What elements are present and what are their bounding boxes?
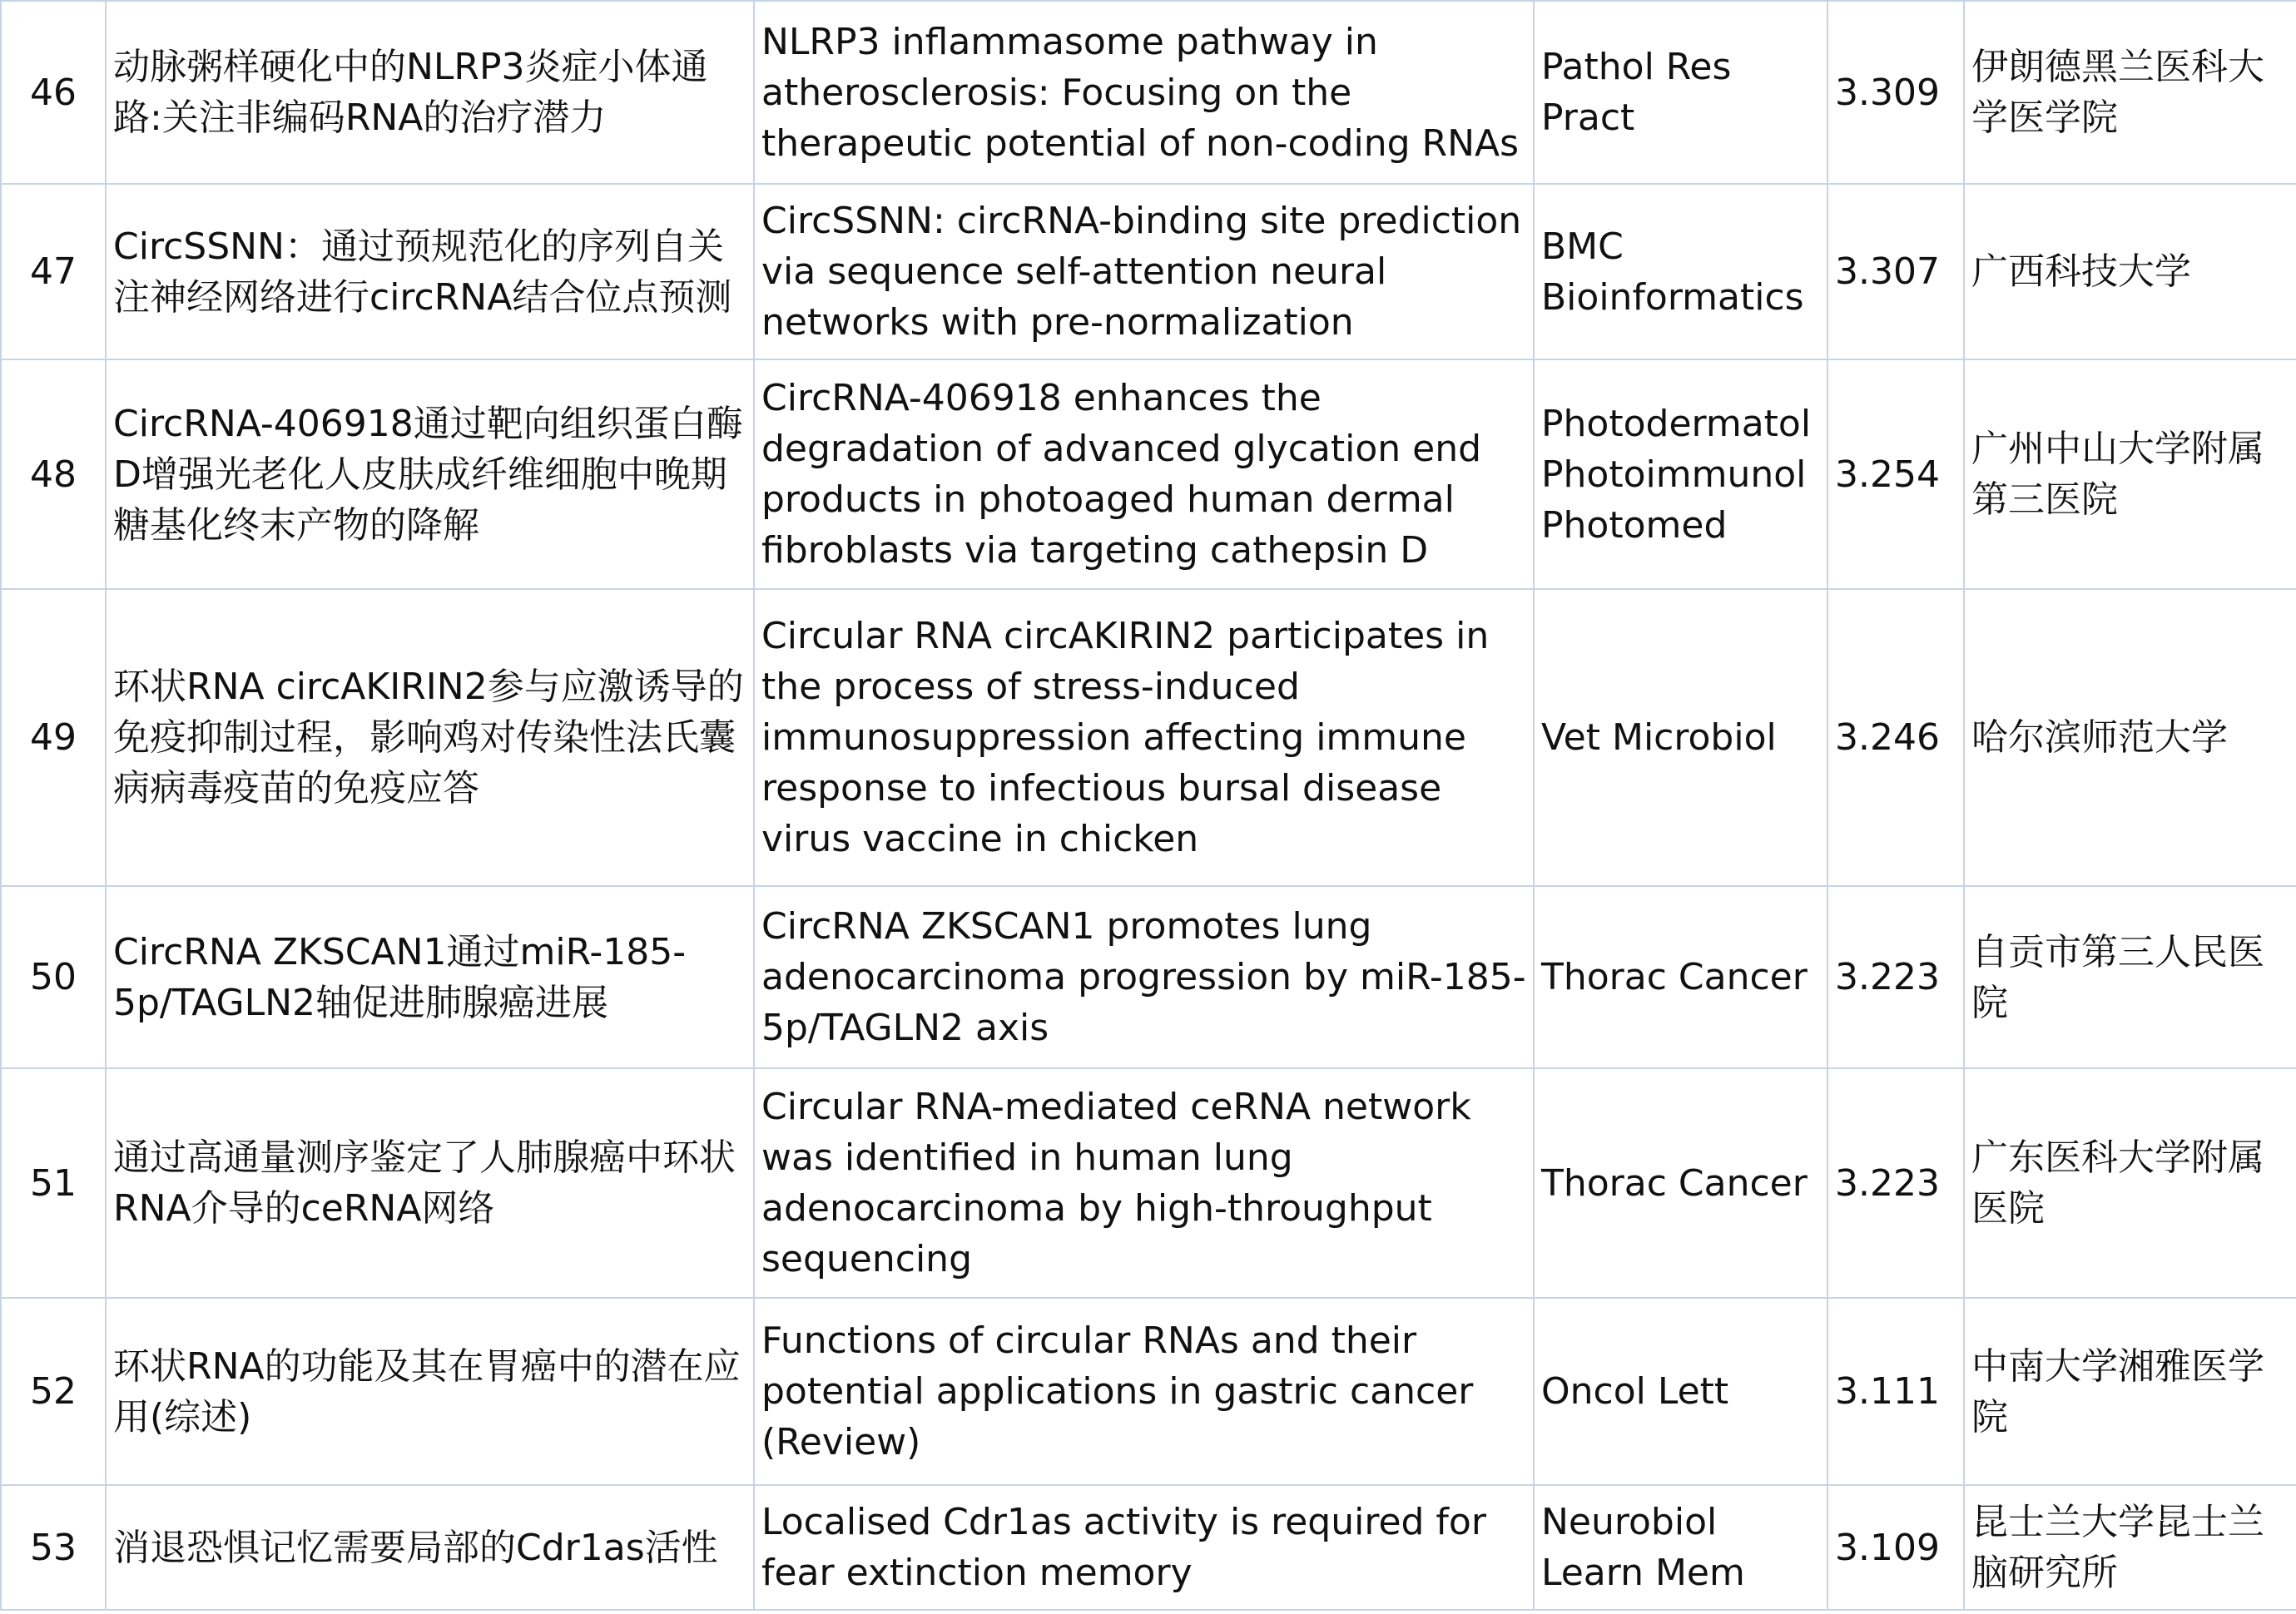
title-chinese: 环状RNA的功能及其在胃癌中的潜在应用(综述) (106, 1298, 754, 1485)
title-chinese: 环状RNA circAKIRIN2参与应激诱导的免疫抑制过程，影响鸡对传染性法氏囊病病毒疫苗的免疫应答 (106, 589, 754, 886)
table-row (1, 886, 2296, 1068)
impact-factor: 3.254 (1827, 359, 1964, 589)
institution: 昆士兰大学昆士兰脑研究所 (1964, 1485, 2296, 1610)
table-row (1, 1485, 2296, 1610)
journal: Vet Microbiol (1534, 589, 1827, 886)
title-chinese: CircSSNN：通过预规范化的序列自关注神经网络进行circRNA结合位点预测 (106, 184, 754, 359)
row-number: 51 (1, 1068, 106, 1298)
title-english: Localised Cdr1as activity is required for fear extinction memory (754, 1485, 1534, 1610)
title-english: CircRNA ZKSCAN1 promotes lung adenocarcinoma progression by miR-185-5p/TAGLN2 axis (754, 886, 1534, 1068)
title-chinese: 动脉粥样硬化中的NLRP3炎症小体通路:关注非编码RNA的治疗潜力 (106, 1, 754, 184)
institution: 自贡市第三人民医院 (1964, 886, 2296, 1068)
journal: Oncol Lett (1534, 1298, 1827, 1485)
journal: BMC Bioinformatics (1534, 184, 1827, 359)
row-number: 53 (1, 1485, 106, 1610)
table-row (1, 359, 2296, 589)
impact-factor: 3.246 (1827, 589, 1964, 886)
institution: 广东医科大学附属医院 (1964, 1068, 2296, 1298)
title-chinese: CircRNA ZKSCAN1通过miR-185-5p/TAGLN2轴促进肺腺癌进展 (106, 886, 754, 1068)
row-number: 48 (1, 359, 106, 589)
table-row (1, 184, 2296, 359)
row-number: 52 (1, 1298, 106, 1485)
institution: 中南大学湘雅医学院 (1964, 1298, 2296, 1485)
row-number: 47 (1, 184, 106, 359)
table-row (1, 1068, 2296, 1298)
impact-factor: 3.309 (1827, 1, 1964, 184)
title-english: Functions of circular RNAs and their potential applications in gastric cancer (Review) (754, 1298, 1534, 1485)
impact-factor: 3.307 (1827, 184, 1964, 359)
impact-factor: 3.111 (1827, 1298, 1964, 1485)
table-row (1, 589, 2296, 886)
institution: 广西科技大学 (1964, 184, 2296, 359)
title-chinese: 消退恐惧记忆需要局部的Cdr1as活性 (106, 1485, 754, 1610)
journal: Photodermatol Photoimmunol Photomed (1534, 359, 1827, 589)
row-number: 50 (1, 886, 106, 1068)
journal: Thorac Cancer (1534, 1068, 1827, 1298)
title-english: Circular RNA circAKIRIN2 participates in the process of stress-induced immunosuppression affecting immune response to infectious bursal disease virus vaccine in chicken (754, 589, 1534, 886)
institution: 哈尔滨师范大学 (1964, 589, 2296, 886)
table-row (1, 1298, 2296, 1485)
institution: 广州中山大学附属第三医院 (1964, 359, 2296, 589)
table-row (1, 1, 2296, 184)
institution: 伊朗德黑兰医科大学医学院 (1964, 1, 2296, 184)
title-english: NLRP3 inflammasome pathway in atherosclerosis: Focusing on the therapeutic potential of non-coding RNAs (754, 1, 1534, 184)
impact-factor: 3.223 (1827, 886, 1964, 1068)
impact-factor: 3.109 (1827, 1485, 1964, 1610)
row-number: 46 (1, 1, 106, 184)
impact-factor: 3.223 (1827, 1068, 1964, 1298)
title-english: CircSSNN: circRNA-binding site prediction via sequence self-attention neural networks with pre-normalization (754, 184, 1534, 359)
journal: Neurobiol Learn Mem (1534, 1485, 1827, 1610)
title-english: Circular RNA-mediated ceRNA network was identified in human lung adenocarcinoma by high-throughput sequencing (754, 1068, 1534, 1298)
title-chinese: 通过高通量测序鉴定了人肺腺癌中环状RNA介导的ceRNA网络 (106, 1068, 754, 1298)
journal: Thorac Cancer (1534, 886, 1827, 1068)
title-english: CircRNA-406918 enhances the degradation of advanced glycation end products in photoaged human dermal fibroblasts via targeting cathepsin D (754, 359, 1534, 589)
journal: Pathol Res Pract (1534, 1, 1827, 184)
title-chinese: CircRNA-406918通过靶向组织蛋白酶D增强光老化人皮肤成纤维细胞中晚期糖基化终末产物的降解 (106, 359, 754, 589)
row-number: 49 (1, 589, 106, 886)
